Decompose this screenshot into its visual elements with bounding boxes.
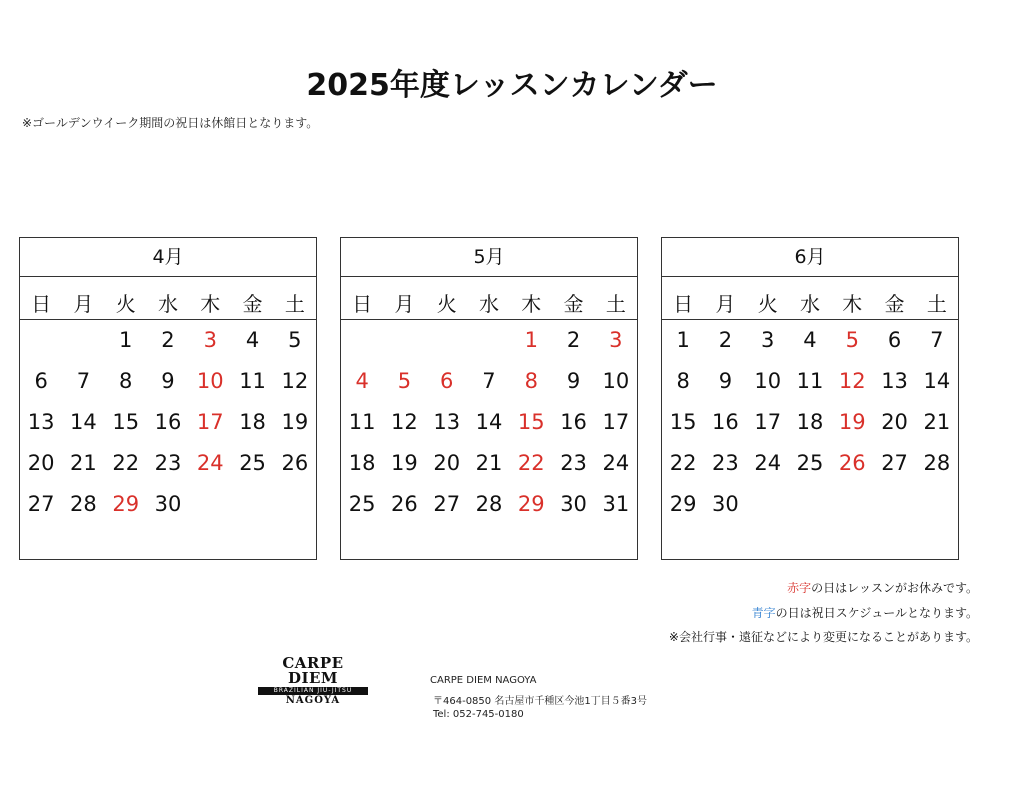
day-cell: 18 [796,410,824,434]
calendar-april [19,237,317,560]
day-cell: 18 [348,451,376,475]
day-grid [341,320,637,525]
day-cell: 21 [70,451,97,475]
day-cell: 9 [161,369,175,393]
day-cell: 12 [281,369,309,393]
day-cell: 25 [239,451,266,475]
day-cell: 9 [718,369,733,393]
day-cell: 5 [397,369,412,393]
weekday-label: 水 [799,292,820,316]
month-header: 6月 [662,238,958,277]
day-cell: 11 [239,369,266,393]
day-cell: 2 [566,328,581,352]
day-cell: 13 [27,410,55,434]
empty-day-cell [468,320,510,361]
weekday-label: 土 [284,292,305,316]
day-cell: 19 [391,451,418,475]
holiday-note: ※ゴールデンウイーク期間の祝日は休館日となります。 [22,116,319,130]
day-grid [20,320,316,525]
weekday-row [20,277,316,320]
day-cell: 30 [560,492,587,516]
weekday-label: 火 [115,292,136,316]
day-cell: 24 [602,451,630,475]
day-cell: 10 [196,369,224,393]
day-cell: 16 [154,410,182,434]
day-cell: 9 [566,369,581,393]
weekday-label: 土 [926,292,947,316]
day-cell: 23 [560,451,587,475]
day-cell: 5 [845,328,859,352]
day-cell: 14 [70,410,97,434]
day-cell: 19 [281,410,309,434]
day-cell: 30 [712,492,739,516]
day-cell: 4 [245,328,260,352]
day-cell: 4 [355,369,369,393]
empty-day-cell [426,320,468,361]
day-cell: 6 [887,328,902,352]
day-cell: 21 [923,410,951,434]
legend-red-text: の日はレッスンがお休みです。 [811,581,978,595]
day-cell: 22 [517,451,545,475]
day-cell: 8 [676,369,690,393]
month-header: 5月 [341,238,637,277]
empty-day-cell [383,320,425,361]
weekday-label: 日 [352,292,373,316]
weekday-label: 金 [563,292,584,316]
day-cell: 3 [761,328,775,352]
day-cell: 2 [718,328,733,352]
day-cell: 15 [517,410,545,434]
weekday-label: 火 [436,292,457,316]
day-cell: 6 [440,369,454,393]
empty-day-cell [341,320,383,361]
page-title: 2025年度レッスンカレンダー [306,68,718,103]
weekday-label: 日 [673,292,694,316]
day-cell: 18 [239,410,266,434]
day-cell: 19 [838,410,866,434]
weekday-row [341,277,637,320]
legend-blue [752,604,978,621]
day-cell: 1 [676,328,690,352]
day-cell: 27 [881,451,908,475]
weekday-label: 金 [242,292,263,316]
day-cell: 14 [923,369,951,393]
legend-red [787,579,978,596]
day-cell: 5 [288,328,302,352]
day-cell: 16 [560,410,587,434]
day-cell: 11 [348,410,376,434]
month-header: 4月 [20,238,316,277]
weekday-label: 金 [884,292,905,316]
address-street: 〒464-0850 名古屋市千種区今池1丁目５番3号 [433,696,648,707]
day-cell: 11 [796,369,824,393]
day-cell: 2 [161,328,175,352]
day-cell: 14 [475,410,503,434]
weekday-label: 土 [605,292,626,316]
day-cell: 15 [112,410,140,434]
address-name: CARPE DIEM NAGOYA [430,675,537,686]
weekday-label: 水 [157,292,178,316]
weekday-label: 日 [31,292,52,316]
day-cell: 20 [27,451,55,475]
day-cell: 28 [475,492,503,516]
day-cell: 25 [348,492,376,516]
calendar-june [661,237,959,560]
day-cell: 26 [838,451,866,475]
day-cell: 10 [602,369,630,393]
day-cell: 23 [712,451,739,475]
logo-subtitle: BRAZILIAN JIU-JITSU [258,687,368,695]
day-cell: 29 [669,492,697,516]
day-cell: 26 [281,451,309,475]
day-cell: 17 [196,410,224,434]
day-cell: 24 [754,451,782,475]
day-cell: 1 [524,328,538,352]
day-cell: 7 [76,369,91,393]
day-cell: 20 [881,410,908,434]
legend-blue-word: 青字 [751,606,776,620]
day-cell: 25 [796,451,824,475]
day-cell: 22 [669,451,697,475]
logo-city: NAGOYA [285,695,341,706]
weekday-label: 火 [757,292,778,316]
day-cell: 21 [475,451,503,475]
weekday-label: 月 [715,292,736,316]
day-cell: 6 [34,369,48,393]
day-cell: 3 [609,328,623,352]
day-cell: 10 [754,369,782,393]
day-grid [662,320,958,525]
day-cell: 13 [881,369,908,393]
day-cell: 17 [602,410,630,434]
legend-disclaimer: ※会社行事・遠征などにより変更になることがあります。 [668,630,978,644]
day-cell: 12 [838,369,866,393]
day-cell: 27 [27,492,55,516]
day-cell: 7 [482,369,496,393]
day-cell: 4 [803,328,817,352]
weekday-label: 水 [478,292,499,316]
empty-day-cell [20,320,62,361]
day-cell: 13 [433,410,461,434]
day-cell: 20 [433,451,461,475]
weekday-label: 木 [521,292,542,316]
day-cell: 16 [712,410,739,434]
carpe-diem-logo [256,654,370,706]
legend-blue-text: の日は祝日スケジュールとなります。 [775,606,978,620]
weekday-label: 月 [73,292,94,316]
logo-wordmark: CARPE DIEM [282,654,344,687]
empty-day-cell [62,320,104,361]
day-cell: 28 [70,492,97,516]
day-cell: 8 [119,369,133,393]
day-cell: 17 [754,410,782,434]
day-cell: 22 [112,451,140,475]
weekday-label: 木 [842,292,863,316]
weekday-label: 木 [200,292,221,316]
legend-red-word: 赤字 [787,581,812,595]
day-cell: 27 [433,492,461,516]
address-tel: Tel: 052-745-0180 [433,709,524,720]
weekday-row [662,277,958,320]
day-cell: 28 [923,451,951,475]
day-cell: 29 [112,492,140,516]
day-cell: 12 [391,410,418,434]
day-cell: 30 [154,492,182,516]
day-cell: 29 [517,492,545,516]
day-cell: 3 [203,328,217,352]
day-cell: 26 [391,492,418,516]
day-cell: 31 [602,492,630,516]
day-cell: 23 [154,451,182,475]
day-cell: 15 [669,410,697,434]
weekday-label: 月 [394,292,415,316]
day-cell: 1 [119,328,133,352]
calendar-may [340,237,638,560]
day-cell: 24 [196,451,224,475]
day-cell: 7 [930,328,944,352]
day-cell: 8 [524,369,538,393]
